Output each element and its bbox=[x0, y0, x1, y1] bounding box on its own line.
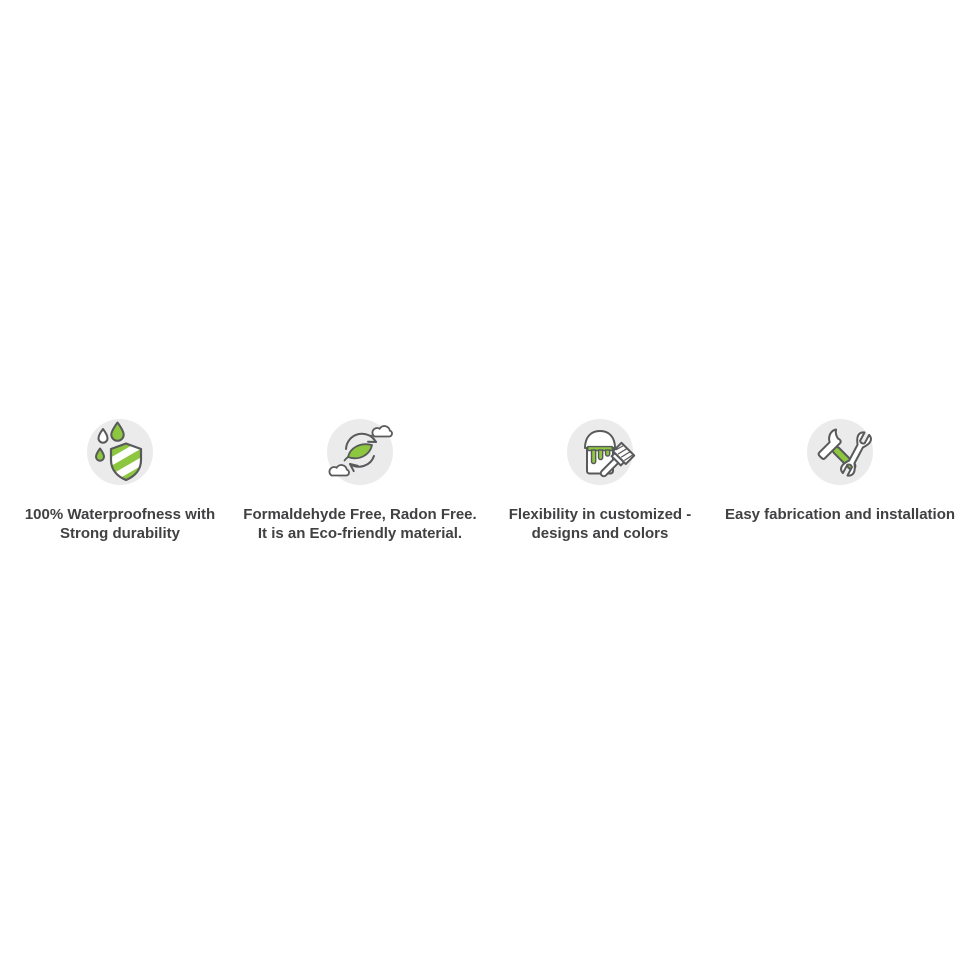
feature-caption bbox=[725, 505, 955, 524]
feature-caption-line: Formaldehyde Free, Radon Free. bbox=[243, 506, 477, 523]
feature-caption bbox=[509, 505, 692, 543]
feature-caption-line: Flexibility in customized - bbox=[508, 506, 692, 523]
feature-caption bbox=[25, 505, 215, 543]
feature-caption-line: Strong durability bbox=[59, 525, 180, 542]
waterproof-shield-icon bbox=[86, 418, 154, 486]
feature-easy-installation bbox=[720, 418, 960, 524]
feature-caption-line: Easy fabrication and installation bbox=[724, 506, 956, 523]
feature-highlights-row bbox=[0, 418, 960, 543]
feature-eco-friendly bbox=[240, 418, 480, 543]
hammer-wrench-icon bbox=[806, 418, 874, 486]
feature-caption-line: It is an Eco-friendly material. bbox=[257, 525, 463, 542]
eco-recycle-leaf-icon bbox=[326, 418, 394, 486]
paint-bucket-brush-icon bbox=[566, 418, 634, 486]
feature-caption-line: 100% Waterproofness with bbox=[24, 506, 216, 523]
feature-caption bbox=[243, 505, 476, 543]
feature-custom-designs bbox=[480, 418, 720, 543]
feature-waterproofness bbox=[0, 418, 240, 543]
feature-caption-line: designs and colors bbox=[531, 525, 669, 542]
